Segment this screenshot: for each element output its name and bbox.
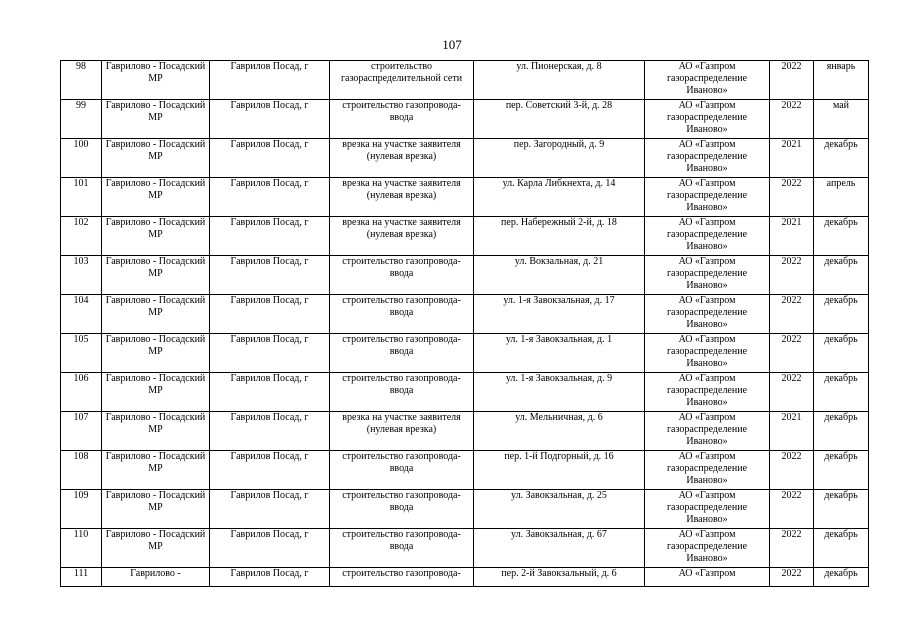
organization-cell: АО «Газпром [645, 568, 770, 587]
district-cell: Гаврилово - Посадский МР [102, 412, 210, 451]
organization-cell: АО «Газпром газораспределение Иваново» [645, 178, 770, 217]
table-row [61, 217, 869, 256]
district-cell: Гаврилово - Посадский МР [102, 100, 210, 139]
district-cell: Гаврилово - Посадский МР [102, 256, 210, 295]
table-row [61, 490, 869, 529]
work-type-cell: строительство газопровода-ввода [330, 529, 474, 568]
locality-cell: Гаврилов Посад, г [210, 373, 330, 412]
address-cell: пер. Загородный, д. 9 [474, 139, 645, 178]
work-type-cell: строительство газопровода-ввода [330, 490, 474, 529]
organization-cell: АО «Газпром газораспределение Иваново» [645, 373, 770, 412]
district-cell: Гаврилово - Посадский МР [102, 529, 210, 568]
organization-cell: АО «Газпром газораспределение Иваново» [645, 217, 770, 256]
organization-cell: АО «Газпром газораспределение Иваново» [645, 256, 770, 295]
address-cell: ул. Мельничная, д. 6 [474, 412, 645, 451]
address-cell: пер. 1-й Подгорный, д. 16 [474, 451, 645, 490]
organization-cell: АО «Газпром газораспределение Иваново» [645, 334, 770, 373]
work-type-cell: врезка на участке заявителя (нулевая врезка) [330, 139, 474, 178]
address-cell: ул. 1-я Завокзальная, д. 17 [474, 295, 645, 334]
locality-cell: Гаврилов Посад, г [210, 178, 330, 217]
row-number-cell: 102 [61, 217, 102, 256]
work-type-cell: строительство газопровода- [330, 568, 474, 587]
organization-cell: АО «Газпром газораспределение Иваново» [645, 451, 770, 490]
table-row [61, 100, 869, 139]
locality-cell: Гаврилов Посад, г [210, 256, 330, 295]
address-cell: ул. Пионерская, д. 8 [474, 61, 645, 100]
locality-cell: Гаврилов Посад, г [210, 295, 330, 334]
year-cell: 2022 [770, 568, 814, 587]
address-cell: пер. Советский 3-й, д. 28 [474, 100, 645, 139]
month-cell: декабрь [814, 217, 869, 256]
month-cell: декабрь [814, 373, 869, 412]
table-row [61, 412, 869, 451]
row-number-cell: 98 [61, 61, 102, 100]
row-number-cell: 101 [61, 178, 102, 217]
work-type-cell: врезка на участке заявителя (нулевая врезка) [330, 412, 474, 451]
year-cell: 2022 [770, 529, 814, 568]
year-cell: 2022 [770, 295, 814, 334]
year-cell: 2021 [770, 217, 814, 256]
row-number-cell: 109 [61, 490, 102, 529]
month-cell: апрель [814, 178, 869, 217]
locality-cell: Гаврилов Посад, г [210, 100, 330, 139]
district-cell: Гаврилово - Посадский МР [102, 139, 210, 178]
address-cell: ул. Вокзальная, д. 21 [474, 256, 645, 295]
year-cell: 2022 [770, 256, 814, 295]
year-cell: 2022 [770, 373, 814, 412]
table-row [61, 568, 869, 587]
table-row [61, 295, 869, 334]
table-row [61, 178, 869, 217]
locality-cell: Гаврилов Посад, г [210, 61, 330, 100]
address-cell: пер. Набережный 2-й, д. 18 [474, 217, 645, 256]
organization-cell: АО «Газпром газораспределение Иваново» [645, 100, 770, 139]
table-row [61, 451, 869, 490]
work-type-cell: строительство газопровода-ввода [330, 256, 474, 295]
address-cell: ул. Завокзальная, д. 25 [474, 490, 645, 529]
district-cell: Гаврилово - [102, 568, 210, 587]
district-cell: Гаврилово - Посадский МР [102, 373, 210, 412]
year-cell: 2022 [770, 334, 814, 373]
organization-cell: АО «Газпром газораспределение Иваново» [645, 61, 770, 100]
row-number-cell: 108 [61, 451, 102, 490]
address-cell: ул. 1-я Завокзальная, д. 9 [474, 373, 645, 412]
month-cell: декабрь [814, 568, 869, 587]
table-row [61, 334, 869, 373]
district-cell: Гаврилово - Посадский МР [102, 61, 210, 100]
district-cell: Гаврилово - Посадский МР [102, 178, 210, 217]
year-cell: 2022 [770, 451, 814, 490]
table-row [61, 256, 869, 295]
month-cell: декабрь [814, 334, 869, 373]
month-cell: декабрь [814, 256, 869, 295]
district-cell: Гаврилово - Посадский МР [102, 451, 210, 490]
month-cell: декабрь [814, 295, 869, 334]
organization-cell: АО «Газпром газораспределение Иваново» [645, 295, 770, 334]
year-cell: 2021 [770, 412, 814, 451]
district-cell: Гаврилово - Посадский МР [102, 217, 210, 256]
year-cell: 2021 [770, 139, 814, 178]
organization-cell: АО «Газпром газораспределение Иваново» [645, 490, 770, 529]
address-cell: пер. 2-й Завокзальный, д. 6 [474, 568, 645, 587]
locality-cell: Гаврилов Посад, г [210, 139, 330, 178]
work-type-cell: строительство газораспределительной сети [330, 61, 474, 100]
work-type-cell: строительство газопровода-ввода [330, 295, 474, 334]
work-type-cell: врезка на участке заявителя (нулевая врезка) [330, 217, 474, 256]
table-row [61, 529, 869, 568]
row-number-cell: 103 [61, 256, 102, 295]
month-cell: май [814, 100, 869, 139]
locality-cell: Гаврилов Посад, г [210, 490, 330, 529]
row-number-cell: 105 [61, 334, 102, 373]
district-cell: Гаврилово - Посадский МР [102, 334, 210, 373]
organization-cell: АО «Газпром газораспределение Иваново» [645, 139, 770, 178]
work-type-cell: строительство газопровода-ввода [330, 373, 474, 412]
address-cell: ул. Завокзальная, д. 67 [474, 529, 645, 568]
row-number-cell: 100 [61, 139, 102, 178]
row-number-cell: 110 [61, 529, 102, 568]
district-cell: Гаврилово - Посадский МР [102, 295, 210, 334]
locality-cell: Гаврилов Посад, г [210, 412, 330, 451]
page-number: 107 [442, 37, 462, 52]
table-row [61, 373, 869, 412]
month-cell: декабрь [814, 490, 869, 529]
work-type-cell: строительство газопровода-ввода [330, 100, 474, 139]
year-cell: 2022 [770, 100, 814, 139]
month-cell: декабрь [814, 139, 869, 178]
locality-cell: Гаврилов Посад, г [210, 334, 330, 373]
month-cell: декабрь [814, 451, 869, 490]
month-cell: декабрь [814, 529, 869, 568]
year-cell: 2022 [770, 61, 814, 100]
year-cell: 2022 [770, 490, 814, 529]
district-cell: Гаврилово - Посадский МР [102, 490, 210, 529]
work-type-cell: врезка на участке заявителя (нулевая врезка) [330, 178, 474, 217]
organization-cell: АО «Газпром газораспределение Иваново» [645, 412, 770, 451]
month-cell: декабрь [814, 412, 869, 451]
table-body [61, 61, 869, 587]
organization-cell: АО «Газпром газораспределение Иваново» [645, 529, 770, 568]
table-row [61, 61, 869, 100]
row-number-cell: 99 [61, 100, 102, 139]
locality-cell: Гаврилов Посад, г [210, 451, 330, 490]
address-cell: ул. 1-я Завокзальная, д. 1 [474, 334, 645, 373]
row-number-cell: 104 [61, 295, 102, 334]
row-number-cell: 107 [61, 412, 102, 451]
table-row [61, 139, 869, 178]
gas-works-table [60, 60, 869, 587]
work-type-cell: строительство газопровода-ввода [330, 334, 474, 373]
work-type-cell: строительство газопровода-ввода [330, 451, 474, 490]
row-number-cell: 111 [61, 568, 102, 587]
locality-cell: Гаврилов Посад, г [210, 529, 330, 568]
month-cell: январь [814, 61, 869, 100]
locality-cell: Гаврилов Посад, г [210, 568, 330, 587]
row-number-cell: 106 [61, 373, 102, 412]
address-cell: ул. Карла Либкнехта, д. 14 [474, 178, 645, 217]
year-cell: 2022 [770, 178, 814, 217]
locality-cell: Гаврилов Посад, г [210, 217, 330, 256]
